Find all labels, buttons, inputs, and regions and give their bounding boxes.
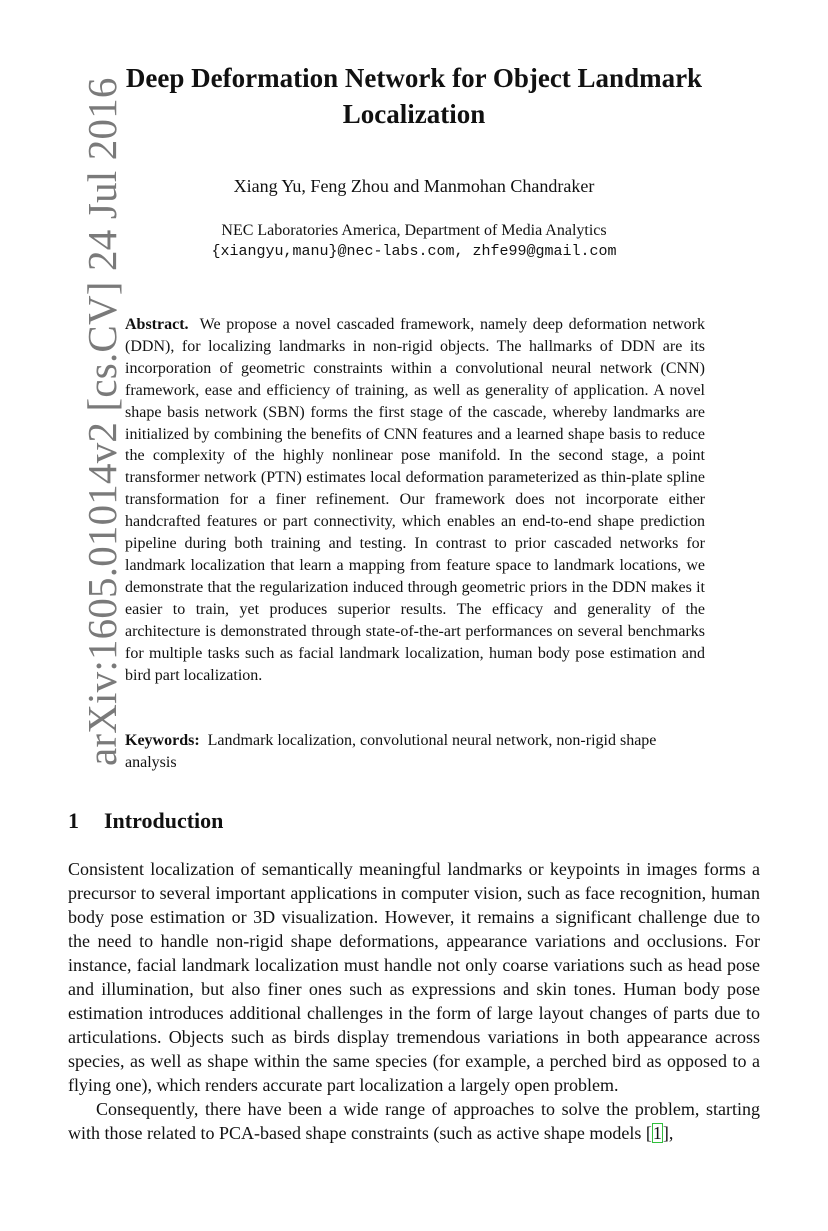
section-title: Introduction	[104, 808, 224, 833]
abstract-text: We propose a novel cascaded framework, namely deep deformation network (DDN), for localizing landmarks in non-rigid objects. The hallmarks of DDN are its incorporation of geometric constraints within a convolutional neural network (CNN) framework, ease and efficiency of training, as well as generality of application. A novel shape basis network (SBN) forms the first stage of the cascade, whereby landmarks are initialized by combining the benefits of CNN features and a learned shape basis to reduce the complexity of the highly nonlinear pose manifold. In the second stage, a point transformer network (PTN) estimates local deformation parameterized as thin-plate spline transformation for a finer refinement. Our framework does not incorporate either handcrafted features or part connectivity, which enables an end-to-end shape prediction pipeline during both training and testing. In contrast to prior cascaded networks for landmark localization that learn a mapping from feature space to landmark locations, we demonstrate that the regularization induced through geometric priors in the DDN makes it easier to train, yet produces superior results. The efficacy and generality of the architecture is demonstrated through state-of-the-art performances on several benchmarks for multiple tasks such as facial landmark localization, human body pose estimation and bird part localization.	[125, 316, 705, 684]
intro-paragraph-2-text: Consequently, there have been a wide range of approaches to solve the problem, starting with those related to PCA-based shape constraints (such as active shape models	[68, 1099, 760, 1143]
keywords-text: Landmark localization, convolutional neural network, non-rigid shape analysis	[125, 732, 657, 771]
title-line-1: Deep Deformation Network for Object Landmark	[125, 63, 703, 93]
title-line-2: Localization	[342, 99, 486, 129]
section-heading	[68, 808, 223, 834]
intro-paragraph-2-end: ],	[662, 1123, 674, 1143]
introduction-body	[68, 857, 760, 1145]
arxiv-identifier-stamp	[16, 72, 125, 772]
citation-link[interactable]: 1	[652, 1123, 662, 1143]
keywords	[125, 730, 705, 774]
arxiv-identifier-text: arXiv:1605.01014v2 [cs.CV] 24 Jul 2016	[79, 77, 125, 766]
affiliation: NEC Laboratories America, Department of Media Analytics	[221, 222, 607, 239]
intro-paragraph-1: Consistent localization of semantically meaningful landmarks or keypoints in images forms a precursor to several important applications in computer vision, such as face recognition, human body pose estimation or 3D visualization. However, it remains a significant challenge due to the need to handle non-rigid shape deformations, appearance variations and occlusions. For instance, facial landmark localization must handle not only coarse variations such as head pose and illumination, but also finer ones such as expressions and skin tones. Human body pose estimation introduces additional challenges in the form of large layout changes of parts due to articulations. Objects such as birds display tremendous variations in both appearance across species, as well as shape within the same species (for example, a perched bird as opposed to a flying one), which renders accurate part localization a largely open problem.	[68, 859, 760, 1095]
paper-title	[96, 60, 732, 132]
affiliation-block	[96, 220, 732, 262]
keywords-label: Keywords:	[125, 732, 200, 749]
emails: {xiangyu,manu}@nec-labs.com, zhfe99@gmail.com	[211, 243, 617, 260]
section-number: 1	[68, 808, 79, 833]
abstract	[125, 314, 705, 686]
abstract-label: Abstract.	[125, 316, 189, 333]
intro-paragraph-2: Consequently, there have been a wide range of approaches to solve the problem, starting with those related to PCA-based shape constraints (such as active shape models [1],	[68, 1099, 760, 1143]
authors: Xiang Yu, Feng Zhou and Manmohan Chandraker	[233, 176, 595, 196]
